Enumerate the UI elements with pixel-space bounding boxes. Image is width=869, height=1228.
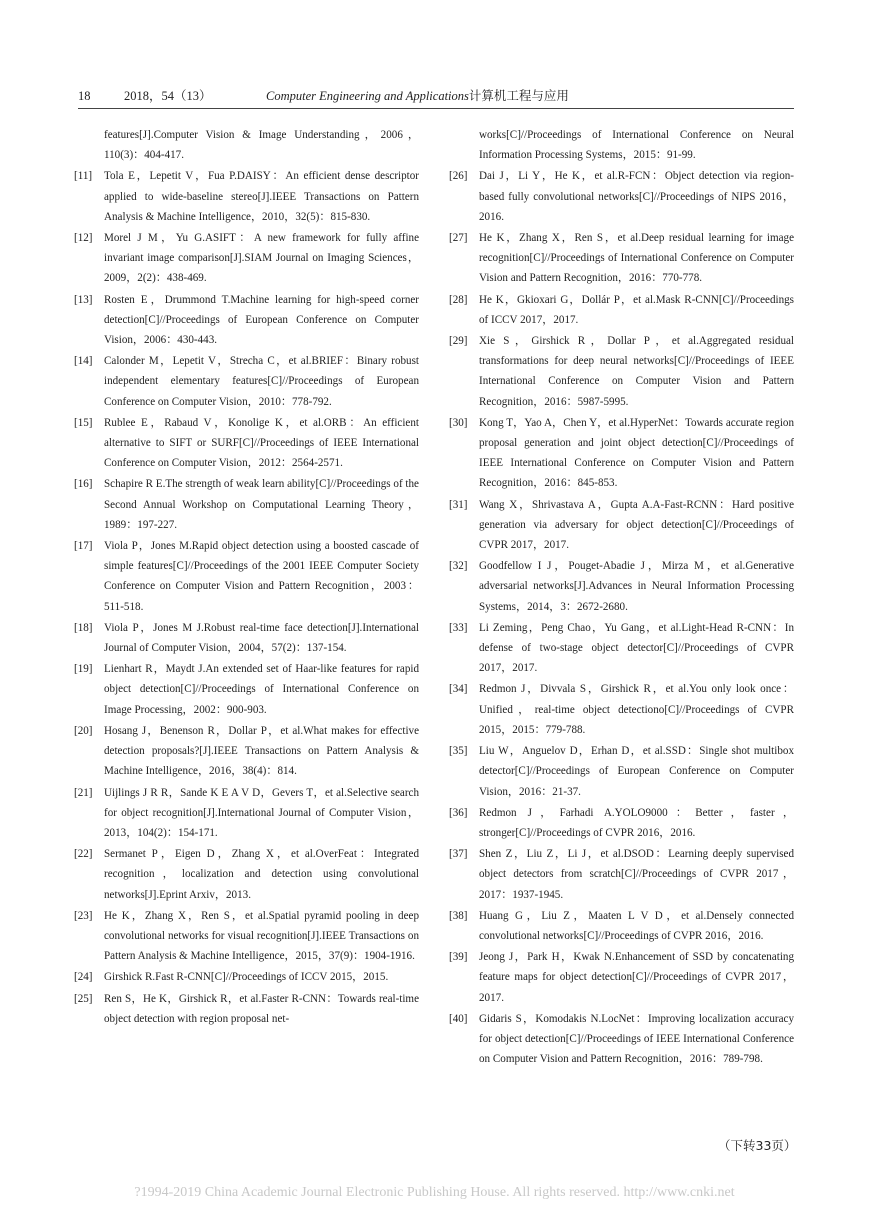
page-number: 18	[78, 89, 91, 103]
reference-continuation: works[C]//Proceedings of International Conference on Neural Information Processing Systems，2015：91-99.	[479, 129, 794, 162]
reference-number: [34]	[449, 683, 468, 696]
reference-text: Ren S，He K，Girshick R，et al.Faster R-CNN：Towards real-time object detection with region proposal net-	[104, 992, 419, 1025]
reference-text: Huang G，Liu Z，Maaten L V D，et al.Densely connected convolutional networks[C]//Proceedings of CVPR 2016，2016.	[479, 909, 794, 942]
header-rule	[78, 108, 794, 109]
reference-item	[449, 228, 794, 289]
reference-number: [28]	[449, 293, 468, 306]
reference-number: [12]	[74, 232, 93, 245]
reference-number: [36]	[449, 806, 468, 819]
reference-text: Viola P，Jones M J.Robust real-time face detection[J].International Journal of Computer Vision，2004，57(2)：137-154.	[104, 621, 419, 655]
reference-text: Shen Z，Liu Z，Li J，et al.DSOD：Learning deeply supervised object detectors from scratch[C]//Proceedings of CVPR 2017，2017：1937-1945.	[479, 848, 794, 901]
reference-number: [25]	[74, 992, 93, 1005]
reference-item	[449, 618, 794, 679]
reference-text: Hosang J，Benenson R，Dollar P，et al.What makes for effective detection proposals?[J].IEEE Transactions on Pattern Analysis & Machine Intelligence，2016，38(4)：814.	[104, 724, 419, 778]
reference-number: [38]	[449, 909, 468, 922]
reference-item	[74, 967, 419, 987]
reference-item	[449, 495, 794, 556]
reference-number: [14]	[74, 355, 93, 368]
reference-item	[449, 166, 794, 227]
reference-item	[449, 803, 794, 843]
reference-number: [29]	[449, 335, 468, 348]
reference-text: Redmon J，Divvala S，Girshick R，et al.You only look once：Unified，real-time object detectiono[C]//Proceedings of CVPR 2015，2015：779-788.	[479, 683, 794, 736]
reference-list	[74, 166, 419, 1029]
reference-text: Schapire R E.The strength of weak learn ability[C]//Proceedings of the Second Annual Workshop on Computational Learning Theory，1989：197-227.	[104, 478, 419, 531]
reference-text: Kong T，Yao A，Chen Y，et al.HyperNet：Towards accurate region proposal generation and joint object detection[C]//Proceedings of IEEE International Conference on Computer Vision and Pattern Recognition，2016：845-853.	[479, 416, 794, 490]
reference-number: [30]	[449, 416, 468, 429]
right-column	[449, 125, 794, 1070]
reference-number: [32]	[449, 560, 468, 573]
reference-item	[74, 474, 419, 535]
reference-list	[449, 166, 794, 1069]
reference-item	[449, 947, 794, 1008]
reference-number: [24]	[74, 971, 93, 984]
reference-continuation: features[J].Computer Vision & Image Understanding，2006，110(3)：404-417.	[104, 129, 419, 162]
reference-item	[74, 989, 419, 1029]
reference-text: Rublee E，Rabaud V，Konolige K，et al.ORB：An efficient alternative to SIFT or SURF[C]//Proceedings of IEEE International Conference on Computer Vision，2012：2564-2571.	[104, 416, 419, 470]
reference-item	[74, 228, 419, 289]
reference-item	[74, 659, 419, 720]
reference-text: Rosten E，Drummond T.Machine learning for high-speed corner detection[C]//Proceedings of European Conference on Computer Vision，2006：430-443.	[104, 293, 419, 347]
reference-text: Gidaris S，Komodakis N.LocNet：Improving localization accuracy for object detection[C]//Proceedings of IEEE International Conference on Computer Vision and Pattern Recognition，2016：789-798.	[479, 1012, 794, 1066]
reference-item	[449, 906, 794, 946]
reference-text: Lienhart R，Maydt J.An extended set of Haar-like features for rapid object detection[C]//Proceedings of International Conference on Image Processing，2002：900-903.	[104, 663, 419, 716]
reference-item	[74, 844, 419, 905]
reference-text: Tola E，Lepetit V，Fua P.DAISY：An efficient dense descriptor applied to wide-baseline stereo[J].IEEE Transactions on Pattern Analysis & Machine Intelligence，2010，32(5)：815-830.	[104, 170, 419, 223]
reference-item	[449, 1009, 794, 1070]
reference-text: Viola P，Jones M.Rapid object detection using a boosted cascade of simple features[C]//Proceedings of the 2001 IEEE Computer Society Conference on Computer Vision and Pattern Recognition，2003：511-518.	[104, 540, 419, 613]
reference-text: Sermanet P，Eigen D，Zhang X，et al.OverFeat：Integrated recognition，localization and detection using convolutional networks[J].Eprint Arxiv，2013.	[104, 848, 419, 901]
reference-text: Redmon J，Farhadi A.YOLO9000：Better，faster，stronger[C]//Proceedings of CVPR 2016，2016.	[479, 806, 794, 839]
reference-text: Morel J M，Yu G.ASIFT：A new framework for fully affine invariant image comparison[J].SIAM Journal on Imaging Sciences，2009，2(2)：438-469.	[104, 232, 419, 285]
journal-title	[266, 86, 569, 106]
journal-title-cn: 计算机工程与应用	[468, 88, 569, 103]
reference-item	[74, 536, 419, 617]
reference-text: Jeong J，Park H，Kwak N.Enhancement of SSD by concatenating feature maps for object detection[C]//Proceedings of CVPR 2017，2017.	[479, 951, 794, 1004]
reference-item	[449, 844, 794, 905]
reference-item	[449, 331, 794, 412]
volume-issue: 2018，54（13）	[124, 89, 212, 103]
reference-text: Uijlings J R R，Sande K E A V D，Gevers T，et al.Selective search for object recognition[J].International Journal of Computer Vision，2013，104(2)：154-171.	[104, 786, 419, 839]
reference-item	[449, 556, 794, 617]
reference-number: [22]	[74, 848, 93, 861]
reference-text: He K，Zhang X，Ren S，et al.Spatial pyramid pooling in deep convolutional networks for visual recognition[J].IEEE Transactions on Pattern Analysis & Machine Intelligence，2015，37(9)：1904-1916.	[104, 909, 419, 963]
reference-number: [33]	[449, 621, 468, 634]
reference-number: [39]	[449, 951, 468, 964]
reference-number: [35]	[449, 745, 468, 758]
reference-item	[74, 166, 419, 227]
reference-number: [18]	[74, 621, 93, 634]
reference-text: Girshick R.Fast R-CNN[C]//Proceedings of ICCV 2015，2015.	[104, 971, 389, 984]
reference-text: He K，Zhang X，Ren S，et al.Deep residual learning for image recognition[C]//Proceedings of International Conference on Computer Vision and Pattern Recognition，2016：770-778.	[479, 232, 794, 285]
reference-item	[449, 741, 794, 802]
reference-number: [23]	[74, 909, 93, 922]
running-header	[78, 86, 794, 106]
reference-item	[74, 351, 419, 412]
reference-item	[74, 721, 419, 782]
reference-number: [19]	[74, 663, 93, 676]
journal-title-en: Computer Engineering and Applications	[266, 89, 469, 103]
reference-number: [21]	[74, 786, 93, 799]
reference-number: [11]	[74, 170, 93, 183]
reference-number: [13]	[74, 293, 93, 306]
reference-number: [37]	[449, 848, 468, 861]
reference-text: He K，Gkioxari G，Dollár P，et al.Mask R-CNN[C]//Proceedings of ICCV 2017，2017.	[479, 293, 794, 326]
reference-text: Goodfellow I J，Pouget-Abadie J，Mirza M，et al.Generative adversarial networks[J].Advances in Neural Information Processing Systems，2014，3：2672-2680.	[479, 560, 794, 613]
reference-text: Liu W，Anguelov D，Erhan D，et al.SSD：Single shot multibox detector[C]//Proceedings of European Conference on Computer Vision，2016：21-37.	[479, 745, 794, 798]
reference-item	[74, 413, 419, 474]
reference-item	[449, 679, 794, 740]
reference-number: [40]	[449, 1012, 468, 1025]
reference-item	[74, 290, 419, 351]
reference-number: [17]	[74, 540, 93, 553]
reference-item	[449, 413, 794, 494]
reference-text: Wang X，Shrivastava A，Gupta A.A-Fast-RCNN：Hard positive generation via adversary for object detection[C]//Proceedings of CVPR 2017，2017.	[479, 498, 794, 552]
reference-number: [27]	[449, 232, 468, 245]
reference-text: Dai J，Li Y，He K，et al.R-FCN：Object detection via region-based fully convolutional networks[C]//Proceedings of NIPS 2016，2016.	[479, 170, 794, 223]
reference-item	[74, 906, 419, 967]
reference-text: Xie S，Girshick R，Dollar P，et al.Aggregated residual transformations for deep neural networks[C]//Proceedings of IEEE International Conference on Computer Vision and Pattern Recognition，2016：5987-5995.	[479, 335, 794, 408]
reference-number: [31]	[449, 498, 468, 511]
reference-text: Li Zeming，Peng Chao，Yu Gang，et al.Light-Head R-CNN：In defense of two-stage object detector[C]//Proceedings of CVPR 2017，2017.	[479, 621, 794, 675]
continued-note: （下转33页）	[718, 1138, 797, 1153]
reference-number: [20]	[74, 724, 93, 737]
reference-item	[449, 290, 794, 330]
reference-number: [15]	[74, 416, 93, 429]
left-column	[74, 125, 419, 1030]
copyright-footer: ?1994-2019 China Academic Journal Electronic Publishing House. All rights reserved. http://www.cnki.net	[134, 1185, 735, 1200]
reference-number: [16]	[74, 478, 93, 491]
reference-number: [26]	[449, 170, 468, 183]
reference-text: Calonder M，Lepetit V，Strecha C，et al.BRIEF：Binary robust independent elementary features[C]//Proceedings of European Conference on Computer Vision，2010：778-792.	[104, 355, 419, 408]
reference-item	[74, 618, 419, 658]
reference-item	[74, 783, 419, 844]
